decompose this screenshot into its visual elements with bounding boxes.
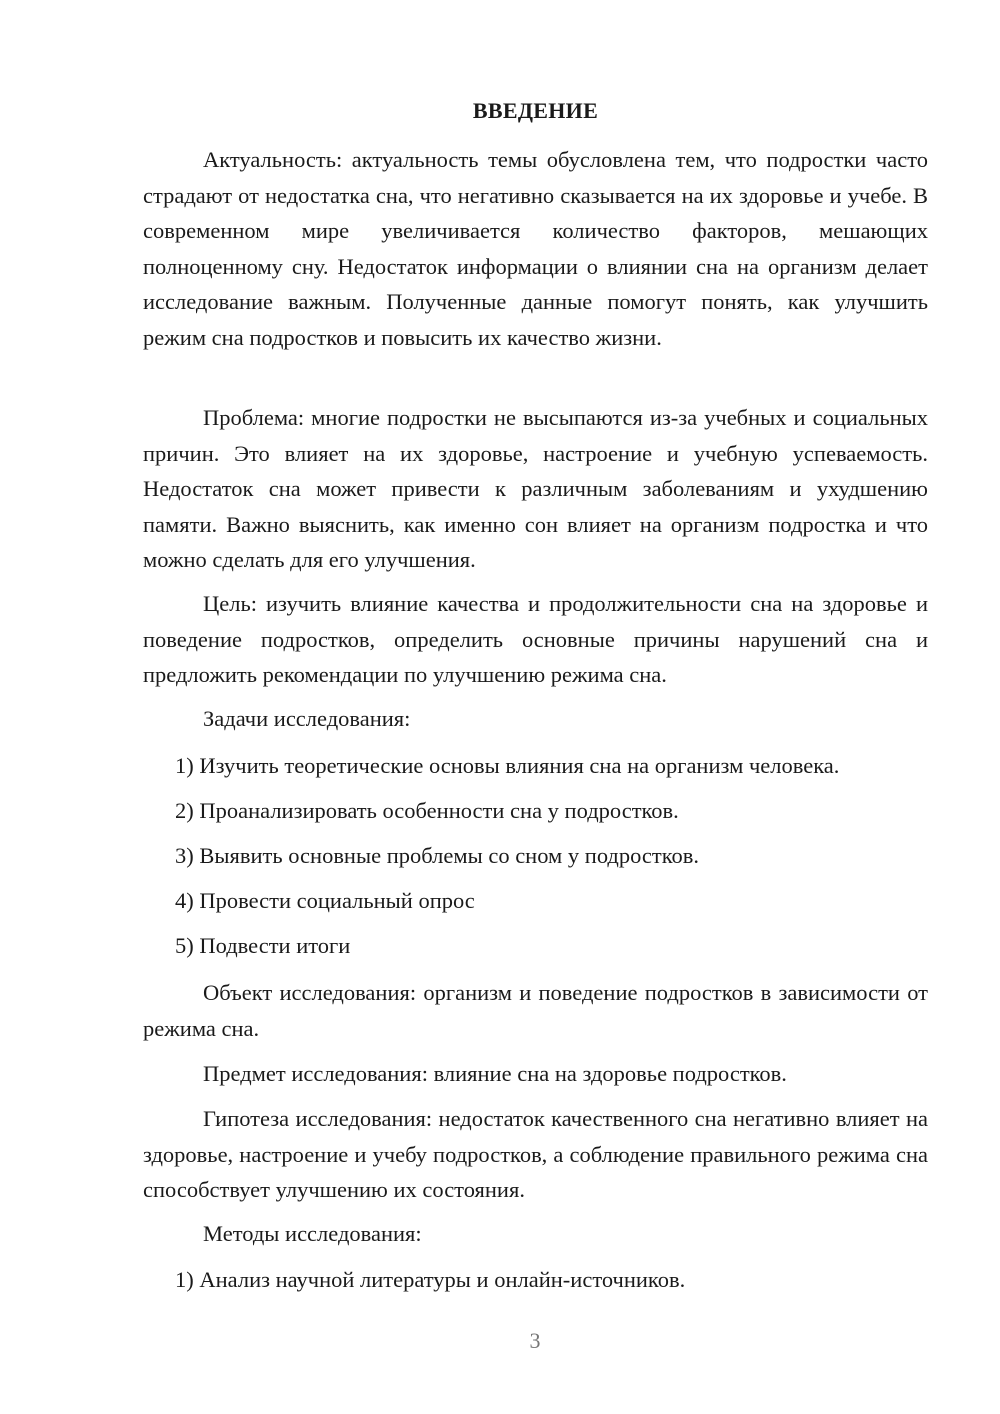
task-item: 3) Выявить основные проблемы со сном у подростков. [175, 843, 700, 868]
methods-heading: Методы исследования: [203, 1221, 422, 1246]
task-item: 5) Подвести итоги [175, 933, 351, 958]
method-item: 1) Анализ научной литературы и онлайн-источников. [175, 1267, 686, 1292]
relevance-paragraph: Актуальность: актуальность темы обусловлена тем, что подростки часто страдают от недостатка сна, что негативно сказывается на их здоровье и учебе. В современном мире увеличивается количество факторов, мешающих полноценному сну. Недостаток информации о влиянии сна на организм делает исследование важным. Полученные данные помогут понять, как улучшить режим сна подростков и повысить их качество жизни. [143, 147, 928, 350]
subject-paragraph: Предмет исследования: влияние сна на здоровье подростков. [203, 1061, 787, 1086]
hypothesis-paragraph: Гипотеза исследования: недостаток качественного сна негативно влияет на здоровье, настроение и учебу подростков, а соблюдение правильного режима сна способствует улучшению их состояния. [143, 1106, 928, 1202]
page-number: 3 [529, 1328, 541, 1353]
goal-paragraph: Цель: изучить влияние качества и продолжительности сна на здоровье и поведение подростков, определить основные причины нарушений сна и предложить рекомендации по улучшению режима сна. [143, 591, 928, 687]
object-paragraph: Объект исследования: организм и поведение подростков в зависимости от режима сна. [143, 980, 928, 1041]
section-heading: ВВЕДЕНИЕ [472, 98, 599, 123]
tasks-heading: Задачи исследования: [203, 706, 411, 731]
task-item: 1) Изучить теоретические основы влияния сна на организм человека. [175, 753, 840, 778]
problem-paragraph: Проблема: многие подростки не высыпаются из-за учебных и социальных причин. Это влияет на их здоровье, настроение и учебную успеваемость. Недостаток сна может привести к различным заболеваниям и ухудшению памяти. Важно выяснить, как именно сон влияет на организм подростка и что можно сделать для его улучшения. [143, 405, 928, 572]
task-item: 2) Проанализировать особенности сна у подростков. [175, 798, 679, 823]
task-item: 4) Провести социальный опрос [175, 888, 475, 913]
